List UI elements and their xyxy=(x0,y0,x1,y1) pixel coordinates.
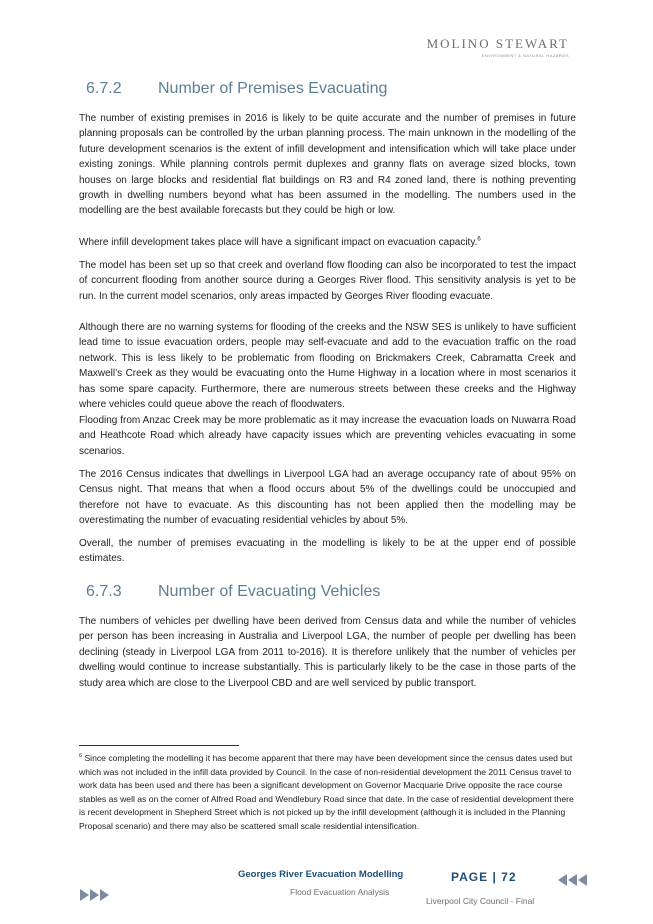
footer-client: Liverpool City Council - Final xyxy=(426,896,535,906)
arrow-left-icon xyxy=(558,874,567,886)
page-number: PAGE | 72 xyxy=(451,870,517,884)
footnote-text: Since completing the modelling it has become apparent that there may have been development since the census dates used but which was not included in the infill data provided by Council. In the case of non-residential development the 2011 Census travel to work data has been used and there has been a significant development on Governor Macquarie Drive opposite the race course stables as well as on the corner of Alfred Road and Wendlebury Road since that date. In the case of residential development there is recent development in Shepherd Street which is not picked up by the infill development (although it is included in the Planning Proposal scenario) and there may also be scattered small scale residential intensification. xyxy=(79,753,574,831)
section-number: 6.7.3 xyxy=(86,583,122,600)
arrow-right-icon xyxy=(90,889,99,901)
section-title: Number of Evacuating Vehicles xyxy=(158,583,381,600)
logo-name: MOLINO STEWART xyxy=(426,36,569,51)
logo-tagline: ENVIRONMENT & NATURAL HAZARDS xyxy=(481,53,569,58)
paragraph-text: Where infill development takes place will have a significant impact on evacuation capacity. xyxy=(79,237,478,248)
paragraph: The model has been set up so that creek and overland flow flooding can also be incorporated to test the impact of concurrent flooding from another source during a Georges River flood. This sensitivity analysis is yet to be run. In the current model scenarios, only areas impacted by Georges River flooding evacuate. xyxy=(79,260,576,302)
paragraph: The number of existing premises in 2016 is likely to be quite accurate and the number of premises in future planning proposals can be controlled by the urban planning process. The main unknown in the modelling of the future development scenarios is the extent of infill development and intensification which will take place under existing zonings. While planning controls permit duplexes and granny flats on average sized blocks, town houses on large blocks and residential flat buildings on R3 and R4 zoned land, there is nothing preventing growth in dwelling numbers beyond what has been assumed in the modelling. The numbers used in the modelling are the best available forecasts but they could be high or low. xyxy=(79,113,576,217)
company-logo xyxy=(419,36,569,58)
paragraph: Flooding from Anzac Creek may be more problematic as it may increase the evacuation loads on Nuwarra Road and Heathcote Road which already have capacity issues which are preventing vehicles evacuating in some scenarios. xyxy=(79,415,576,457)
section-heading-6-7-2 xyxy=(86,80,387,98)
footer-title: Georges River Evacuation Modelling xyxy=(238,869,404,880)
arrow-right-icon xyxy=(80,889,89,901)
paragraph xyxy=(79,235,576,250)
footnote-marker: 6 xyxy=(79,753,83,760)
footer-subtitle: Flood Evacuation Analysis xyxy=(290,887,390,897)
paragraph: Overall, the number of premises evacuating in the modelling is likely to be at the upper end of possible estimates. xyxy=(79,538,576,565)
section-title: Number of Premises Evacuating xyxy=(158,80,388,97)
arrow-left-icon xyxy=(568,874,577,886)
section-number: 6.7.2 xyxy=(86,80,122,97)
paragraph: The 2016 Census indicates that dwellings in Liverpool LGA had an average occupancy rate of about 95% on Census night. That means that when a flood occurs about 5% of the dwellings could be unoccupied and therefore not have to evacuate. As this discounting has not been applied then the modelling may be overestimating the number of evacuating residential vehicles by about 5%. xyxy=(79,469,576,527)
footnote-reference[interactable]: 6 xyxy=(477,236,481,243)
paragraph: Although there are no warning systems for flooding of the creeks and the NSW SES is unlikely to have sufficient lead time to issue evacuation orders, people may self-evacuate and add to the evacuation traffic on the road network. This is less likely to be problematic from flooding on Brickmakers Creek, Cabramatta Creek and Maxwell’s Creek as they would be evacuating onto the Hume Highway in a location where in most scenarios it has some spare capacity. Furthermore, there are numerous streets between these creeks and the Highway where vehicles could queue above the reach of floodwaters. xyxy=(79,322,576,411)
footnote-divider xyxy=(79,745,239,746)
footer-arrows-left xyxy=(558,874,587,886)
footnote xyxy=(79,752,577,833)
arrow-left-icon xyxy=(578,874,587,886)
paragraph: The numbers of vehicles per dwelling have been derived from Census data and while the number of vehicles per person has been increasing in Australia and Liverpool LGA, the number of people per dwelling has been declining (steady in Liverpool LGA from 2011 to-2016). It is therefore unlikely that the number of vehicles per dwelling would continue to increase substantially. This is particularly likely to be the case in those parts of the study area which are close to the Liverpool CBD and are well serviced by public transport. xyxy=(79,616,576,689)
section-heading-6-7-3 xyxy=(86,583,380,601)
arrow-right-icon xyxy=(100,889,109,901)
footer-arrows-right xyxy=(80,889,109,901)
